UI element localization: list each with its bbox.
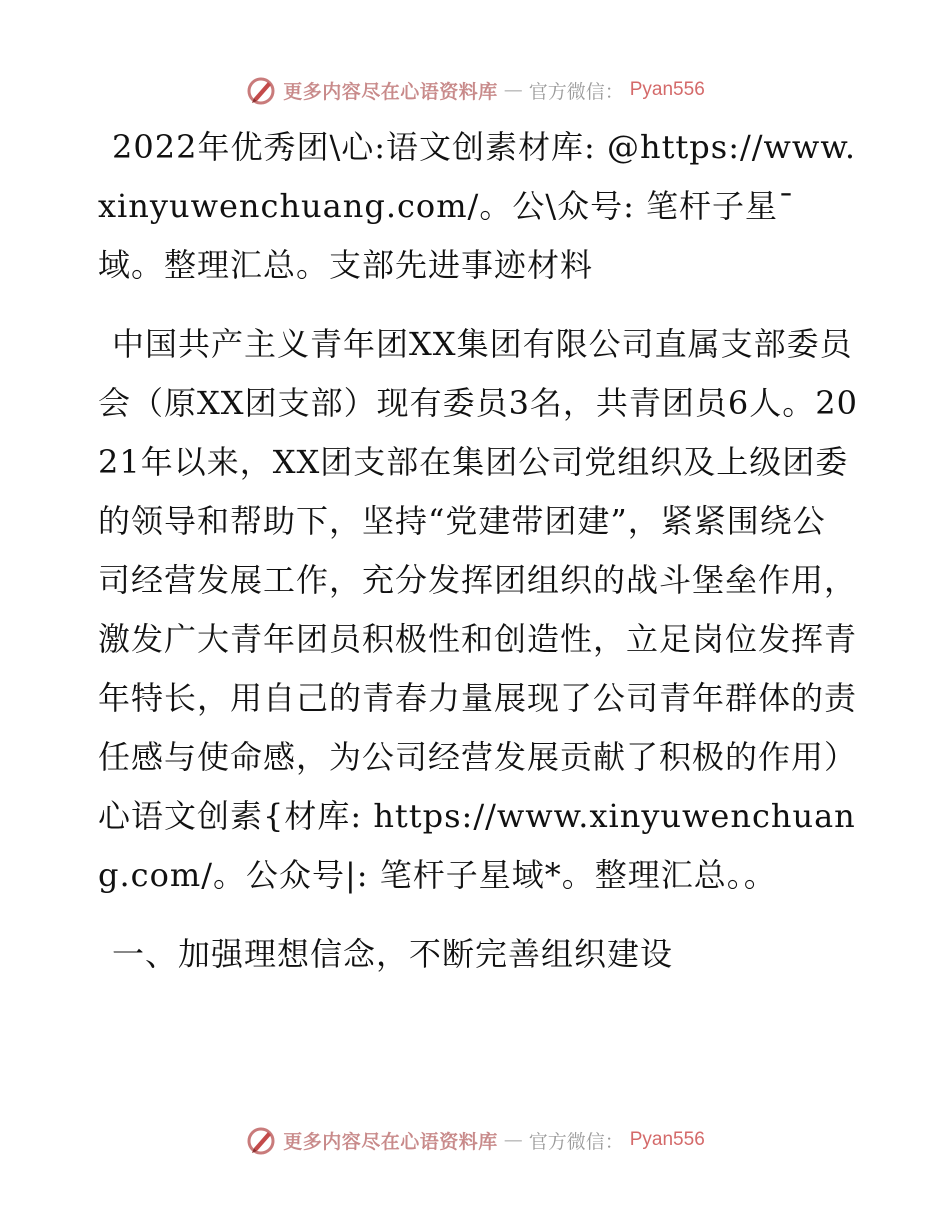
- intro-paragraph: 2022年优秀团\心:语文创素材库: @https://www.xinyuwenchuang.com/。公\众号: 笔杆子星¯域。整理汇总。支部先进事迹材料: [98, 128, 857, 284]
- body-paragraph: 中国共产主义青年团XX集团有限公司直属支部委员会（原XX团支部）现有委员3名，共青团员6人。2021年以来，XX团支部在集团公司党组织及上级团委的领导和帮助下，坚持“党建带团建”，紧紧围绕公司经营发展工作，充分发挥团组织的战斗堡垒作用，激发广大青年团员积极性和创造性，立足岗位发挥青年特长，用自己的青春力量展现了公司青年群体的责任感与使命感，为公司经营发展贡献了积极的作用）心语文创素{材库: https://www.xinyuwenchuang.com/。公众号|: 笔杆子星域*。整理汇总。。: [98, 325, 859, 894]
- watermark-text: 更多内容尽在心语资料库: [283, 80, 498, 103]
- watermark-text: 更多内容尽在心语资料库: [283, 1130, 498, 1153]
- paragraph-gap: [98, 905, 858, 925]
- document-body: [98, 118, 858, 984]
- footer-watermark: [0, 1124, 950, 1156]
- watermark-label: 官方微信：: [528, 1130, 624, 1153]
- watermark-wechat-id: Pyan556: [629, 79, 705, 100]
- pen-logo-icon: [245, 74, 277, 106]
- watermark-dash: —: [503, 1129, 523, 1151]
- header-watermark: [0, 74, 950, 106]
- paragraph-gap: [98, 295, 858, 315]
- watermark-label: 官方微信：: [528, 80, 624, 103]
- pen-logo-icon: [245, 1124, 277, 1156]
- watermark-wechat-id: Pyan556: [629, 1129, 705, 1150]
- section-heading: 一、加强理想信念，不断完善组织建设: [112, 935, 674, 973]
- watermark-dash: —: [503, 79, 523, 101]
